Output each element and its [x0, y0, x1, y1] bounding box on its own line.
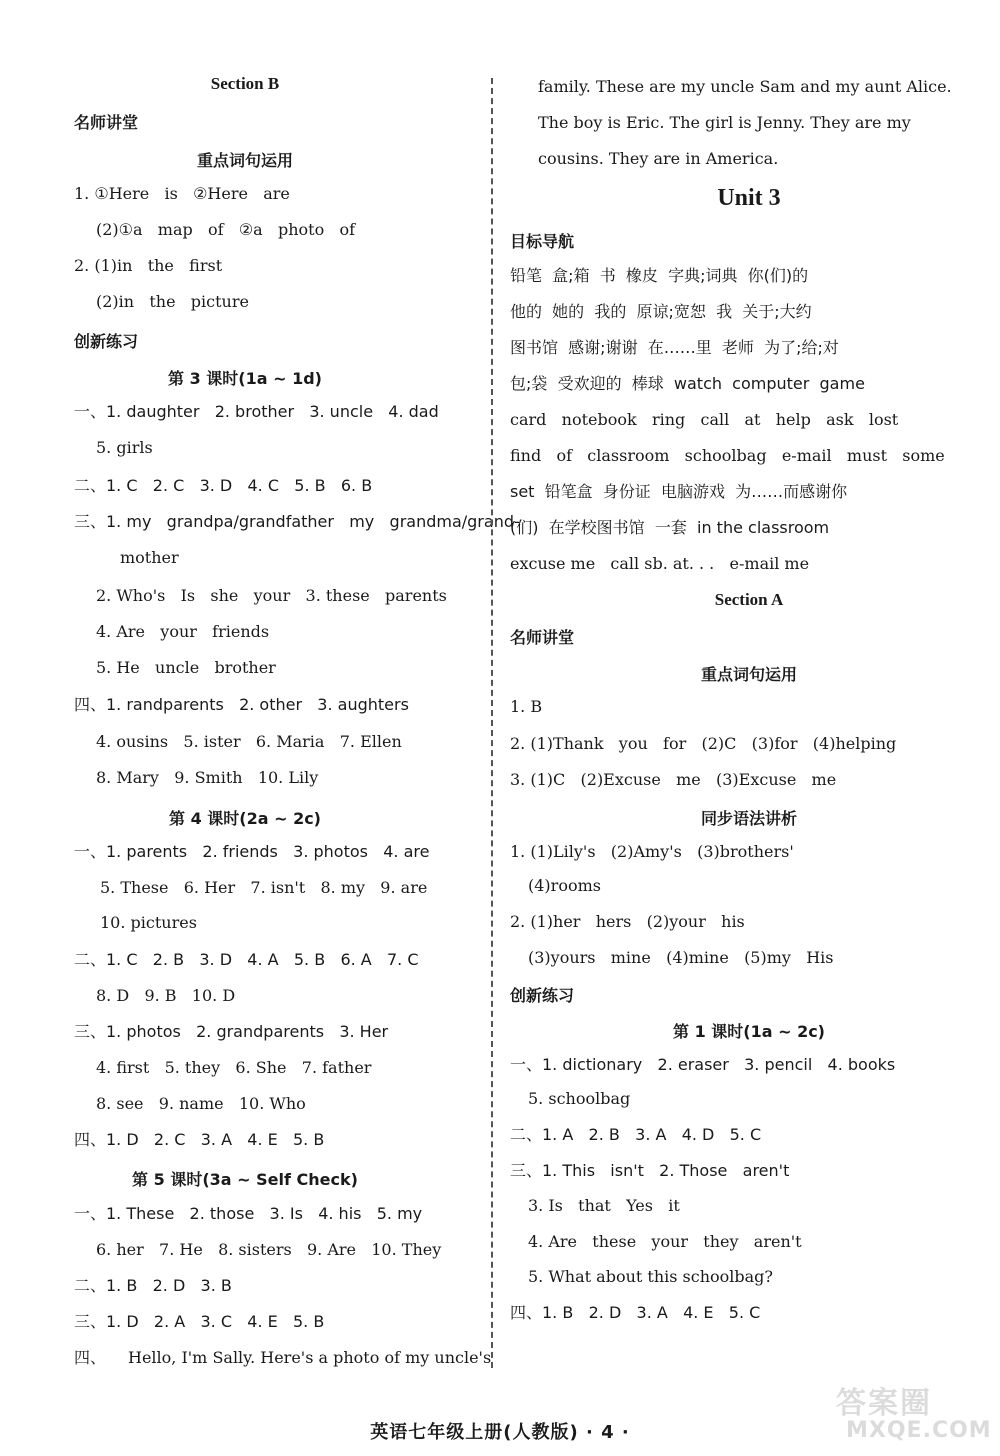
chuangxin-heading: 创新练习 [74, 332, 139, 351]
answer-line: 四、1. randparents 2. other 3. aughters [74, 695, 409, 714]
vocab-line: set 铅笔盒 身份证 电脑游戏 为……而感谢你 [510, 482, 848, 501]
answer-line: 8. D 9. B 10. D [96, 986, 236, 1005]
answer-line: Hello, I'm Sally. Here's a photo of my uncle's [128, 1348, 492, 1367]
answer-line: 3. (1)C (2)Excuse me (3)Excuse me [510, 770, 837, 789]
answer-line: 5. schoolbag [528, 1089, 631, 1108]
passage-line: The boy is Eric. The girl is Jenny. They are my [538, 113, 911, 132]
vocab-line: 他的 她的 我的 原谅;宽恕 我 关于;大约 [510, 302, 812, 321]
answer-line: 二、1. A 2. B 3. A 4. D 5. C [510, 1125, 762, 1144]
answer-line: 一、1. daughter 2. brother 3. uncle 4. dad [74, 402, 439, 421]
answer-line: 四、1. D 2. C 3. A 4. E 5. B [74, 1130, 325, 1149]
answer-line: (2)in the picture [96, 292, 249, 311]
answer-line: 8. see 9. name 10. Who [96, 1094, 306, 1113]
answer-line: 8. Mary 9. Smith 10. Lily [96, 768, 319, 787]
lesson3-heading: 第 3 课时(1a ~ 1d) [168, 369, 322, 388]
answer-line: (4)rooms [528, 876, 601, 895]
answer-line: 2. (1)Thank you for (2)C (3)for (4)helping [510, 734, 897, 753]
column-divider [491, 78, 493, 1368]
answer-line: 4. Are your friends [96, 622, 270, 641]
vocab-line: 铅笔 盒;箱 书 橡皮 字典;词典 你(们)的 [510, 266, 809, 285]
vocab-line: 图书馆 感谢;谢谢 在……里 老师 为了;给;对 [510, 338, 839, 357]
answer-line: 二、1. B 2. D 3. B [74, 1276, 232, 1295]
answer-line-label: 四、 [74, 1348, 107, 1367]
answer-line: 4. Are these your they aren't [528, 1232, 802, 1251]
answer-line: (3)yours mine (4)mine (5)my His [528, 948, 834, 967]
answer-line: 3. Is that Yes it [528, 1196, 680, 1215]
mingshi-heading: 名师讲堂 [74, 113, 139, 132]
answer-line: 5. girls [96, 438, 153, 457]
answer-line: 2. Who's Is she your 3. these parents [96, 586, 447, 605]
vocab-line: card notebook ring call at help ask lost [510, 410, 899, 429]
lesson5-heading: 第 5 课时(3a ~ Self Check) [132, 1170, 358, 1189]
answer-line: 5. He uncle brother [96, 658, 276, 677]
answer-line: 1. ①Here is ②Here are [74, 184, 290, 203]
vocab-line: excuse me call sb. at. . . e-mail me [510, 554, 810, 573]
answer-line: 5. What about this schoolbag? [528, 1267, 773, 1286]
section-b-heading: Section B [210, 74, 280, 93]
vocab-line: find of classroom schoolbag e-mail must some [510, 446, 945, 465]
answer-line: 2. (1)in the first [74, 256, 223, 275]
tongbu-heading: 同步语法讲析 [700, 809, 797, 828]
answer-line: 四、1. B 2. D 3. A 4. E 5. C [510, 1303, 761, 1322]
answer-line: mother [120, 548, 179, 567]
answer-line: 三、1. This isn't 2. Those aren't [510, 1161, 790, 1180]
watermark-url: MXQE.COM [846, 1418, 992, 1443]
answer-line: 一、1. These 2. those 3. Is 4. his 5. my [74, 1204, 423, 1223]
section-a-heading: Section A [714, 590, 784, 609]
watermark-text: 答案圈 [836, 1386, 932, 1421]
answer-line: 2. (1)her hers (2)your his [510, 912, 745, 931]
answer-line: 4. first 5. they 6. She 7. father [96, 1058, 372, 1077]
mingshi-heading: 名师讲堂 [510, 628, 575, 647]
chuangxin-heading: 创新练习 [510, 986, 575, 1005]
watermark-logo [836, 1378, 992, 1448]
passage-line: family. These are my uncle Sam and my aunt Alice. [538, 77, 952, 96]
lesson4-heading: 第 4 课时(2a ~ 2c) [169, 809, 321, 828]
page-footer: 英语七年级上册(人教版) · 4 · [370, 1422, 630, 1443]
answer-line: 二、1. C 2. B 3. D 4. A 5. B 6. A 7. C [74, 950, 419, 969]
answer-line: 三、1. my grandpa/grandfather my grandma/grand- [74, 512, 520, 531]
zhongdian-heading: 重点词句运用 [196, 151, 293, 170]
answer-line: (2)①a map of ②a photo of [96, 220, 356, 239]
answer-line: 5. These 6. Her 7. isn't 8. my 9. are [100, 878, 428, 897]
unit-heading: Unit 3 [717, 185, 781, 211]
answer-line: 三、1. D 2. A 3. C 4. E 5. B [74, 1312, 325, 1331]
mubiao-heading: 目标导航 [510, 232, 575, 251]
answer-line: 1. B [510, 697, 543, 716]
answer-line: 1. (1)Lily's (2)Amy's (3)brothers' [510, 842, 794, 861]
answer-line: 4. ousins 5. ister 6. Maria 7. Ellen [96, 732, 402, 751]
answer-line: 6. her 7. He 8. sisters 9. Are 10. They [96, 1240, 442, 1259]
answer-line: 10. pictures [100, 913, 197, 932]
answer-line: 一、1. parents 2. friends 3. photos 4. are [74, 842, 430, 861]
answer-line: 二、1. C 2. C 3. D 4. C 5. B 6. B [74, 476, 373, 495]
answer-line: 三、1. photos 2. grandparents 3. Her [74, 1022, 389, 1041]
lesson1-heading: 第 1 课时(1a ~ 2c) [673, 1022, 825, 1041]
zhongdian-heading: 重点词句运用 [700, 665, 797, 684]
passage-line: cousins. They are in America. [538, 149, 779, 168]
vocab-line: 包;袋 受欢迎的 棒球 watch computer game [510, 374, 865, 393]
answer-line: 一、1. dictionary 2. eraser 3. pencil 4. books [510, 1055, 896, 1074]
vocab-line: (们) 在学校图书馆 一套 in the classroom [510, 518, 830, 537]
